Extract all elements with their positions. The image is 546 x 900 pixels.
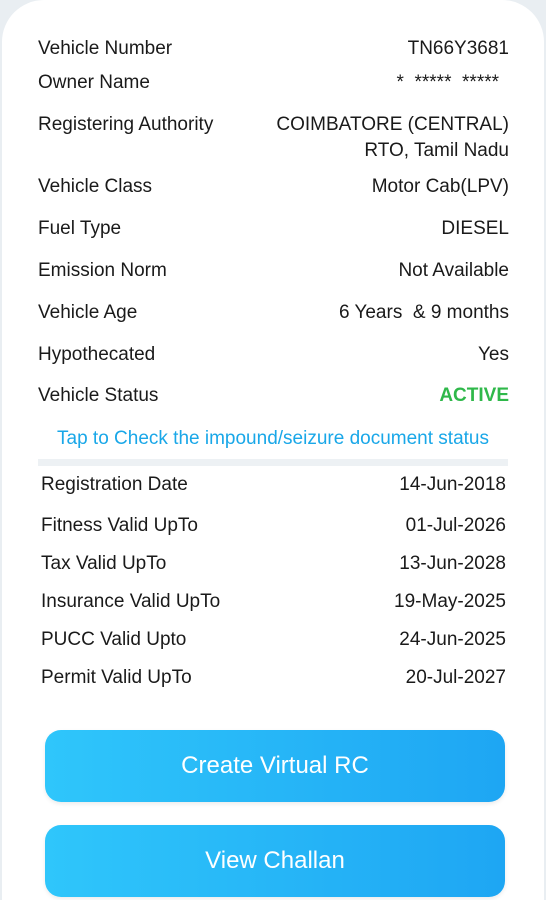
pucc-valid-row [41, 627, 506, 652]
vehicle-age-row [38, 300, 509, 325]
fuel-type-row [38, 216, 509, 241]
registration-date-row [41, 472, 506, 497]
view-challan-button[interactable]: View Challan [45, 825, 505, 897]
tax-valid-value: 13-Jun-2028 [399, 553, 506, 574]
vehicle-status-badge: ACTIVE [439, 385, 509, 406]
registration-date-value: 14-Jun-2018 [399, 474, 506, 495]
emission-norm-label: Emission Norm [38, 260, 167, 281]
vehicle-number-row [38, 36, 509, 61]
emission-norm-value: Not Available [398, 260, 509, 281]
registration-date-label: Registration Date [41, 474, 188, 495]
pucc-valid-value: 24-Jun-2025 [399, 629, 506, 650]
emission-norm-row [38, 258, 509, 283]
vehicle-class-row [38, 174, 509, 199]
vehicle-status-row [38, 383, 509, 408]
registering-authority-value [276, 112, 509, 164]
permit-valid-label: Permit Valid UpTo [41, 667, 192, 688]
vehicle-number-value: TN66Y3681 [407, 38, 509, 59]
registering-authority-row [38, 112, 509, 164]
registering-authority-line2: RTO, Tamil Nadu [364, 140, 509, 161]
create-virtual-rc-button[interactable]: Create Virtual RC [45, 730, 505, 802]
fitness-valid-row [41, 513, 506, 538]
fuel-type-label: Fuel Type [38, 218, 122, 239]
hypothecated-row [38, 342, 509, 367]
permit-valid-value: 20-Jul-2027 [405, 667, 506, 688]
fuel-type-value: DIESEL [441, 218, 509, 239]
fitness-valid-value: 01-Jul-2026 [405, 515, 506, 536]
insurance-valid-value: 19-May-2025 [394, 591, 506, 612]
permit-valid-row [41, 665, 506, 690]
tax-valid-row [41, 551, 506, 576]
pucc-valid-label: PUCC Valid Upto [41, 629, 187, 650]
impound-status-link[interactable]: Tap to Check the impound/seizure document status [57, 428, 489, 449]
tax-valid-label: Tax Valid UpTo [41, 553, 167, 574]
fitness-valid-label: Fitness Valid UpTo [41, 515, 198, 536]
vehicle-age-label: Vehicle Age [38, 302, 138, 323]
insurance-valid-label: Insurance Valid UpTo [41, 591, 221, 612]
owner-name-label: Owner Name [38, 72, 150, 93]
registering-authority-line1: COIMBATORE (CENTRAL) [276, 114, 509, 135]
owner-name-row [38, 70, 509, 95]
vehicle-number-label: Vehicle Number [38, 38, 173, 59]
vehicle-details-card [2, 0, 544, 900]
insurance-valid-row [41, 589, 506, 614]
vehicle-age-value: 6 Years & 9 months [338, 302, 509, 323]
registering-authority-label: Registering Authority [38, 114, 214, 135]
owner-name-value: * ***** ***** [396, 72, 499, 93]
vehicle-class-label: Vehicle Class [38, 176, 153, 197]
section-divider [38, 459, 508, 466]
vehicle-class-value: Motor Cab(LPV) [371, 176, 509, 197]
hypothecated-label: Hypothecated [38, 344, 156, 365]
hypothecated-value: Yes [478, 344, 509, 365]
vehicle-status-label: Vehicle Status [38, 385, 159, 406]
